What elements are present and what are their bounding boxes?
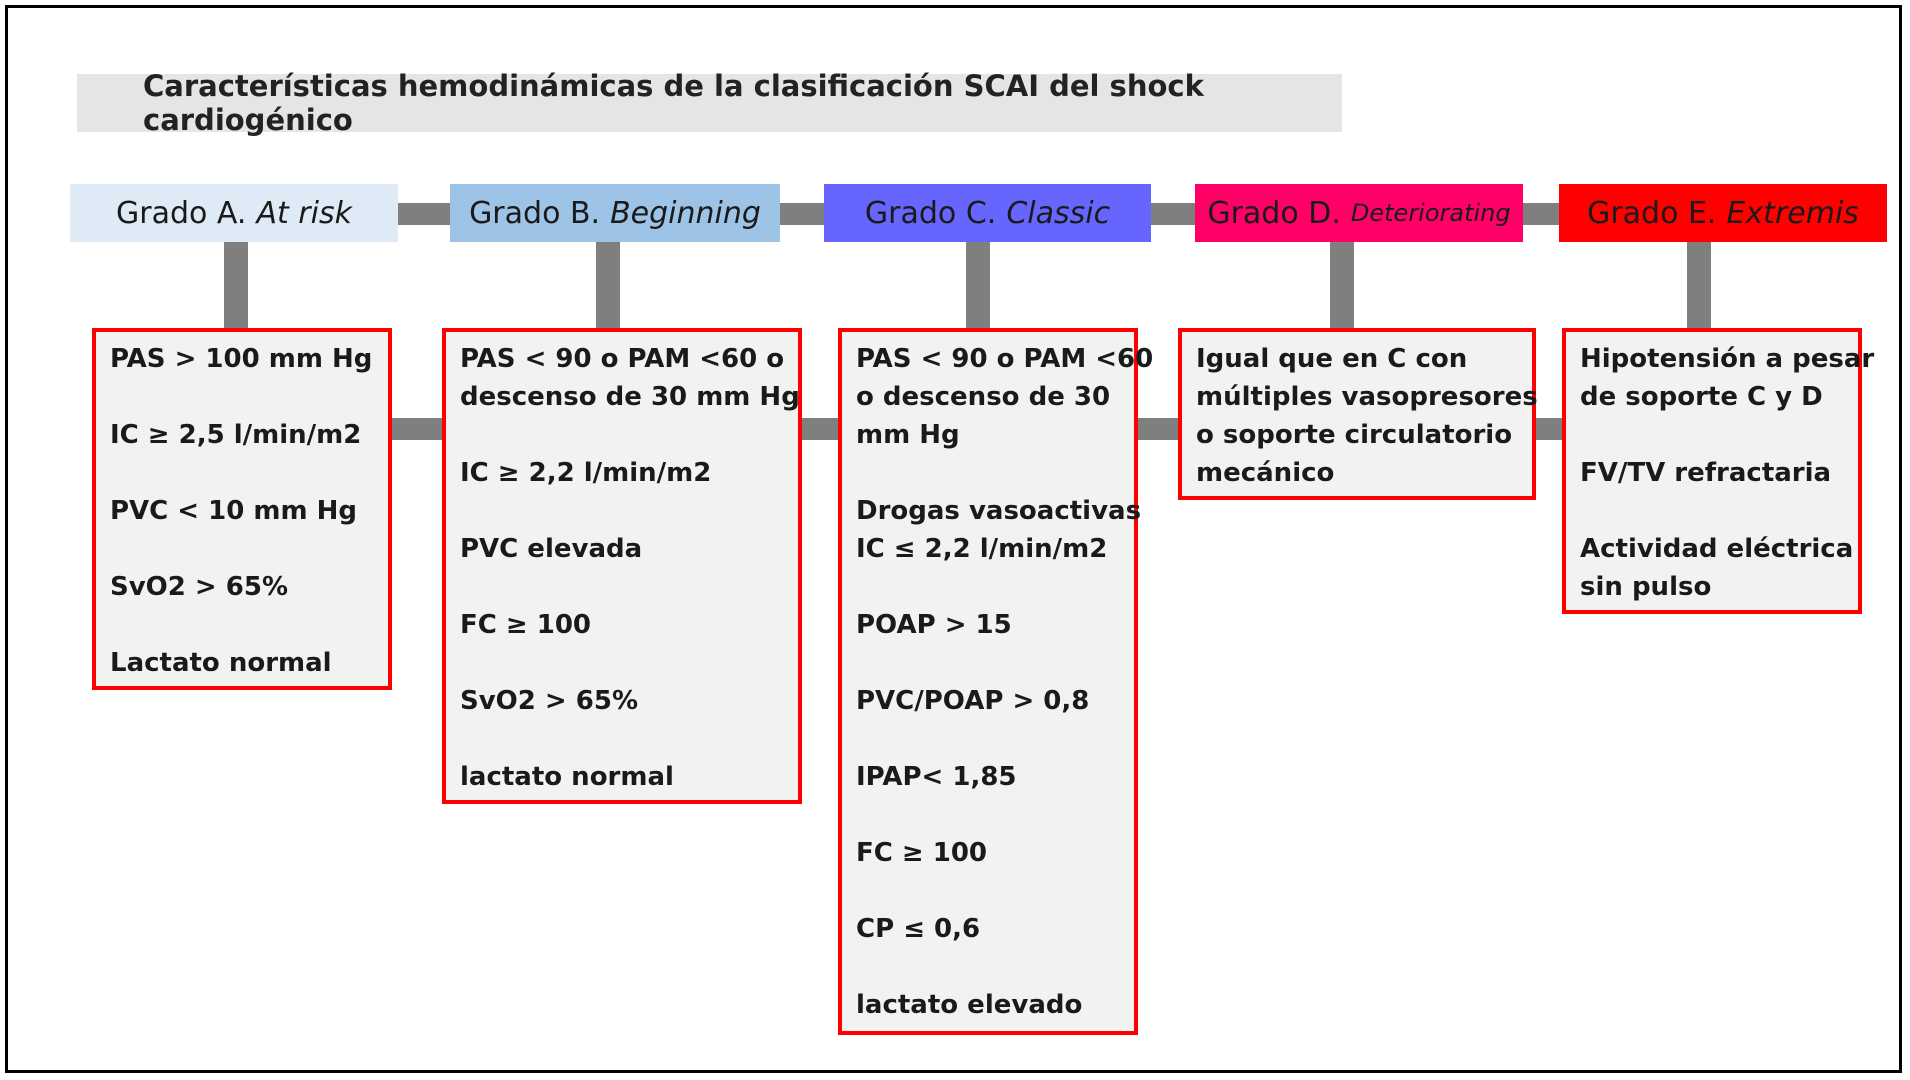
grade-c-name: Classic	[1006, 195, 1111, 231]
grade-e-criterion: FV/TV refractaria	[1580, 458, 1832, 488]
grade-a-header	[70, 184, 398, 242]
grade-d-prefix: Grado D.	[1207, 195, 1341, 231]
grade-a-criterion: SvO2 > 65%	[110, 572, 288, 602]
grade-b-name: Beginning	[610, 195, 761, 231]
criteria-spacer	[110, 606, 378, 644]
grade-c-prefix: Grado C.	[864, 195, 997, 231]
grade-b-criterion: PAS < 90 o PAM <60 o	[460, 344, 785, 374]
header-connector-cd	[1151, 203, 1195, 225]
box-connector-de	[1534, 418, 1564, 440]
header-connector-ab	[398, 203, 450, 225]
criteria-spacer	[1580, 416, 1848, 454]
grade-e-criterion: Actividad eléctrica	[1580, 534, 1854, 564]
grade-e-criterion: sin pulso	[1580, 572, 1712, 602]
vertical-connector-d	[1330, 242, 1354, 331]
box-connector-ab	[390, 418, 444, 440]
grade-c-criterion: FC ≥ 100	[856, 838, 988, 868]
criteria-spacer	[460, 644, 788, 682]
vertical-connector-b	[596, 242, 620, 331]
criteria-spacer	[110, 454, 378, 492]
grade-b-criteria-box	[442, 328, 802, 804]
grade-b-header	[450, 184, 780, 242]
grade-c-criterion: CP ≤ 0,6	[856, 914, 981, 944]
grade-d-criteria-box	[1178, 328, 1536, 500]
grade-c-criterion: POAP > 15	[856, 610, 1012, 640]
header-connector-de	[1523, 203, 1559, 225]
grade-a-criterion: PVC < 10 mm Hg	[110, 496, 357, 526]
grade-c-criteria-box	[838, 328, 1154, 1035]
criteria-spacer	[460, 568, 788, 606]
grade-c-criterion: PVC/POAP > 0,8	[856, 686, 1090, 716]
grade-b-criterion: descenso de 30 mm Hg	[460, 382, 800, 412]
grade-d-name: Deteriorating	[1350, 199, 1511, 227]
header-connector-bc	[780, 203, 824, 225]
grade-c-criterion: Drogas vasoactivas	[856, 496, 1142, 526]
box-connector-cd	[1136, 418, 1180, 440]
vertical-connector-a	[224, 242, 248, 331]
grade-c-criterion: lactato elevado	[856, 990, 1083, 1020]
box-connector-bc	[800, 418, 840, 440]
vertical-connector-c	[966, 242, 990, 331]
grade-c-criterion: PAS < 90 o PAM <60	[856, 344, 1154, 374]
grade-a-name: At risk	[256, 195, 352, 231]
criteria-spacer	[110, 530, 378, 568]
criteria-spacer	[856, 948, 1124, 986]
grade-a-criterion: IC ≥ 2,5 l/min/m2	[110, 420, 362, 450]
criteria-spacer	[460, 416, 788, 454]
criteria-spacer	[856, 720, 1124, 758]
grade-d-criterion: múltiples vasopresores	[1196, 382, 1538, 412]
grade-c-criterion: IC ≤ 2,2 l/min/m2	[856, 534, 1108, 564]
vertical-connector-e	[1687, 242, 1711, 331]
grade-e-criterion: Hipotensión a pesar	[1580, 344, 1875, 374]
grade-e-header	[1559, 184, 1887, 242]
grade-e-name: Extremis	[1726, 195, 1859, 231]
criteria-spacer	[856, 872, 1124, 910]
criteria-spacer	[110, 378, 378, 416]
criteria-spacer	[856, 796, 1124, 834]
grade-b-criterion: lactato normal	[460, 762, 674, 792]
grade-c-criterion: o descenso de 30	[856, 382, 1111, 412]
grade-c-criterion: mm Hg	[856, 420, 960, 450]
diagram-title	[77, 69, 1342, 137]
grade-b-criterion: FC ≥ 100	[460, 610, 592, 640]
grade-b-criterion: SvO2 > 65%	[460, 686, 638, 716]
criteria-spacer	[1580, 492, 1848, 530]
grade-c-header	[824, 184, 1151, 242]
grade-a-prefix: Grado A.	[116, 195, 247, 231]
grade-b-criterion: IC ≥ 2,2 l/min/m2	[460, 458, 712, 488]
grade-e-prefix: Grado E.	[1587, 195, 1717, 231]
grade-d-header	[1195, 184, 1523, 242]
grade-e-criterion: de soporte C y D	[1580, 382, 1823, 412]
grade-d-criterion: mecánico	[1196, 458, 1335, 488]
criteria-spacer	[460, 720, 788, 758]
grade-c-criterion: IPAP< 1,85	[856, 762, 1017, 792]
diagram-title-text: Características hemodinámicas de la clasificación SCAI del shock cardiogénico	[143, 69, 1204, 137]
criteria-spacer	[460, 492, 788, 530]
grade-a-criterion: Lactato normal	[110, 648, 332, 678]
grade-d-criterion: o soporte circulatorio	[1196, 420, 1513, 450]
criteria-spacer	[856, 454, 1124, 492]
grade-b-prefix: Grado B.	[469, 195, 601, 231]
grade-d-criterion: Igual que en C con	[1196, 344, 1468, 374]
criteria-spacer	[856, 644, 1124, 682]
grade-b-criterion: PVC elevada	[460, 534, 643, 564]
grade-e-criteria-box	[1562, 328, 1875, 614]
criteria-spacer	[856, 568, 1124, 606]
grade-a-criteria-box	[92, 328, 392, 690]
grade-a-criterion: PAS > 100 mm Hg	[110, 344, 373, 374]
